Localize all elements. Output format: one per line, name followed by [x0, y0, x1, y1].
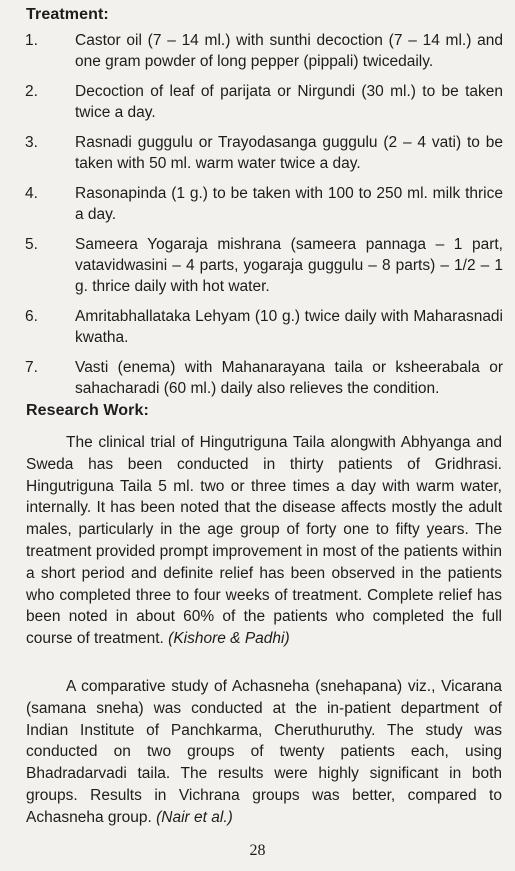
treatment-item-7 [0, 357, 515, 399]
treatment-list [0, 30, 515, 408]
treatment-item-6 [0, 306, 515, 348]
paragraph-text: The clinical trial of Hingutriguna Taila alongwith Abhyanga and Sweda has been conducted in thirty patients of Gridhrasi. Hingutriguna Taila 5 ml. two or three times a day with warm water, internally. It has been noted that the disease affects mostly the adult males, particularly in the age group of forty one to fifty years. The treatment provided prompt improvement in most of the patients within a short period and definite relief has been observed in the patients who completed three to four weeks of treatment. Complete relief has been noted in about 60% of the patients who completed the full course of treatment. [26, 434, 502, 648]
paragraph-text: A comparative study of Achasneha (snehapana) viz., Vicarana (samana sneha) was conducted at the in-patient department of Indian Institute of Panchkarma, Cheruthuruthy. The study was conducted on two groups of twenty patients each, using Bhadradarvadi taila. The results were highly significant in both groups. Results in Vichrana groups was better, compared to Achasneha group. [26, 678, 502, 826]
treatment-item-1 [0, 30, 515, 72]
item-text: Sameera Yogaraja mishrana (sameera pannaga – 1 part, vatavidwasini – 4 parts, yogaraja guggulu – 8 parts) – 1/2 – 1 g. thrice daily with hot water. [75, 236, 503, 295]
research-paragraph-2 [26, 676, 502, 829]
treatment-item-4 [0, 183, 515, 225]
item-number: 7. [25, 359, 38, 376]
treatment-item-5 [0, 234, 515, 297]
item-text: Rasnadi guggulu or Trayodasanga guggulu (2 – 4 vati) to be taken with 50 ml. warm water twice a day. [75, 134, 503, 172]
citation: (Kishore & Padhi) [168, 630, 290, 648]
item-number: 6. [25, 308, 38, 325]
item-number: 5. [25, 236, 38, 253]
page-number: 28 [249, 842, 266, 859]
treatment-item-2 [0, 81, 515, 123]
research-heading: Research Work: [26, 402, 149, 419]
item-text: Vasti (enema) with Mahanarayana taila or ksheerabala or sahacharadi (60 ml.) daily also relieves the condition. [75, 359, 503, 397]
item-text: Rasonapinda (1 g.) to be taken with 100 to 250 ml. milk thrice a day. [75, 185, 503, 223]
treatment-heading: Treatment: [26, 6, 109, 23]
item-number: 1. [25, 32, 38, 49]
item-number: 3. [25, 134, 38, 151]
item-number: 2. [25, 83, 38, 100]
item-number: 4. [25, 185, 38, 202]
item-text: Decoction of leaf of parijata or Nirgundi (30 ml.) to be taken twice a day. [75, 83, 503, 121]
treatment-item-3 [0, 132, 515, 174]
item-text: Castor oil (7 – 14 ml.) with sunthi decoction (7 – 14 ml.) and one gram powder of long pepper (pippali) twicedaily. [75, 32, 503, 70]
item-text: Amritabhallataka Lehyam (10 g.) twice daily with Maharasnadi kwatha. [75, 308, 503, 346]
citation: (Nair et al.) [156, 808, 233, 826]
research-paragraph-1 [26, 432, 502, 650]
